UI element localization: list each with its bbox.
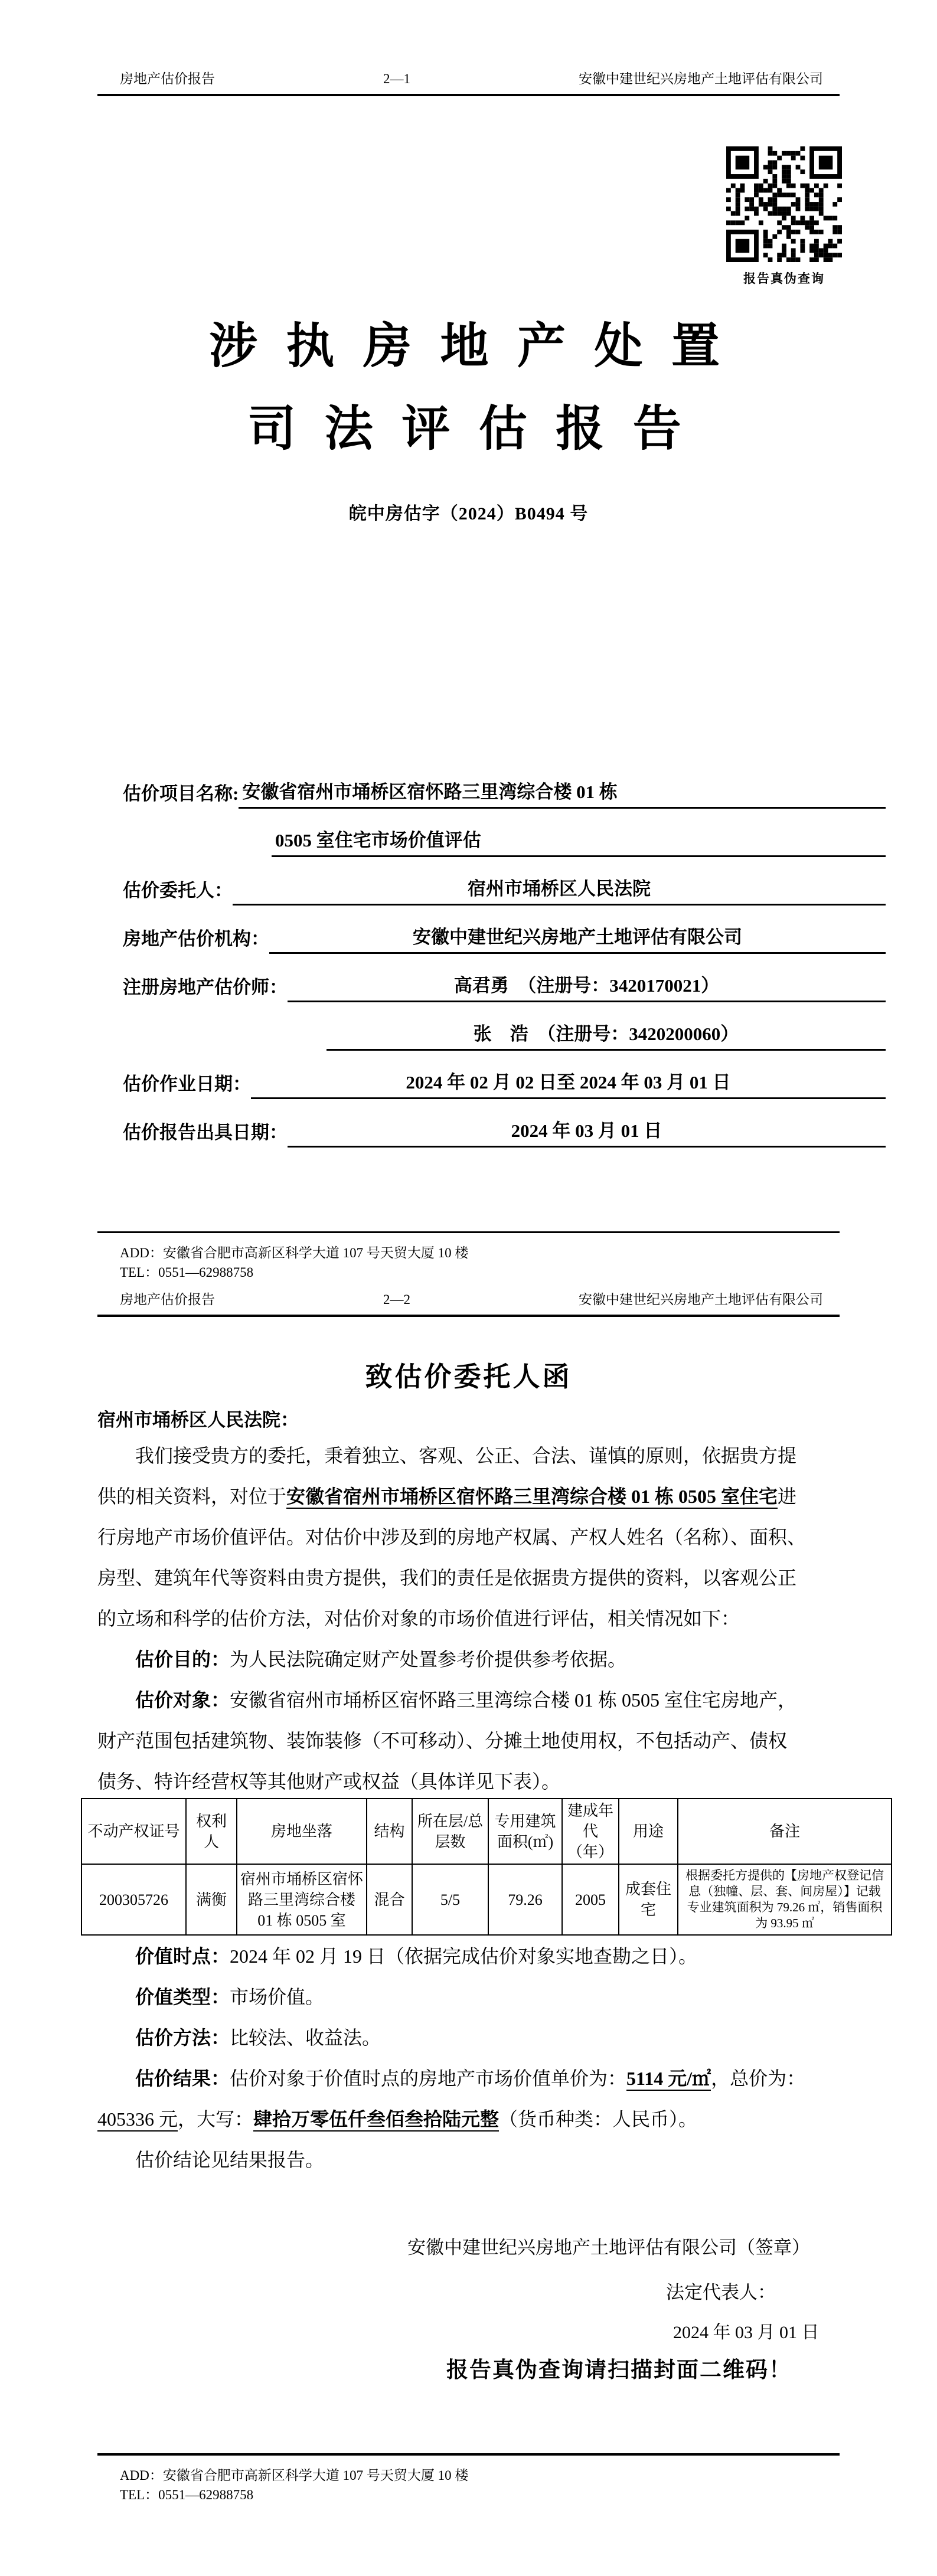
- project-name-row2: [123, 809, 886, 857]
- page2-footer: [97, 2453, 840, 2505]
- subject-line3: 债务、特许经营权等其他财产或权益（具体详见下表）。: [97, 1771, 561, 1792]
- conclusion-line: 估价结论见结果报告。: [135, 2149, 325, 2170]
- project-name-value-line1: 安徽省宿州市埇桥区宿怀路三里湾综合楼 01 栋: [239, 783, 886, 809]
- value-type-line: [97, 1977, 850, 2018]
- project-name-row: [123, 760, 886, 809]
- cell-location: 宿州市埇桥区宿怀路三里湾综合楼 01 栋 0505 室: [237, 1864, 367, 1935]
- project-name-value-line2: 0505 室住宅市场价值评估: [272, 831, 886, 857]
- cell-use: 成套住宅: [619, 1864, 678, 1935]
- report-title-line2: 司 法 评 估 报 告: [247, 402, 690, 456]
- footer-address: ADD：安徽省合肥市高新区科学大道 107 号天贸大厦 10 楼: [120, 1245, 469, 1260]
- agency-row: [123, 905, 886, 954]
- header-page-number: 2—1: [383, 71, 410, 86]
- issue-date-row: [123, 1099, 886, 1148]
- value-date-label: 价值时点：: [135, 1946, 230, 1967]
- header-page-number: 2—2: [383, 1292, 410, 1307]
- paragraph-line: [97, 1476, 850, 1517]
- value-date-line: [97, 1936, 850, 1977]
- signature-company: 安徽中建世纪兴房地产土地评估有限公司（签章）: [407, 2237, 810, 2258]
- result-line1: [97, 2058, 850, 2099]
- report-title-line1: 涉 执 房 地 产 处 置: [208, 319, 728, 373]
- paragraph-line: 的立场和科学的估价方法，对估价对象的市场价值进行评估，相关情况如下：: [97, 1608, 740, 1629]
- text-segment: 供的相关资料，对位于: [97, 1486, 287, 1507]
- cover-form: [123, 760, 886, 1148]
- cell-cert-no: 200305726: [81, 1864, 186, 1935]
- value-date-text: 2024 年 02 月 19 日（依据完成估价对象实地查勘之日）。: [230, 1946, 698, 1967]
- subject-text: 安徽省宿州市埇桥区宿怀路三里湾综合楼 01 栋 0505 室住宅房地产，: [230, 1689, 797, 1711]
- cell-remark: 根据委托方提供的【房地产权登记信息（独幢、层、套、间房屋）】记载专业建筑面积为 79.26 ㎡，销售面积为 93.95 ㎡: [678, 1864, 892, 1935]
- purpose-text: 为人民法院确定财产处置参考价提供参考依据。: [230, 1649, 627, 1670]
- table-header-row: [81, 1799, 892, 1864]
- appraiser1-value: 高君勇 （注册号：3420170021）: [288, 976, 886, 1002]
- client-value: 宿州市埇桥区人民法院: [233, 880, 886, 905]
- text-segment: 进: [778, 1486, 797, 1507]
- project-name-label: 估价项目名称:: [123, 783, 239, 804]
- page2-header: [97, 1292, 840, 1317]
- cell-floor: 5/5: [412, 1864, 488, 1935]
- subject-label: 估价对象：: [135, 1689, 230, 1711]
- result-text: ，大写：: [178, 2108, 254, 2130]
- value-type-label: 价值类型：: [135, 1986, 230, 2008]
- header-report-type: 房地产估价报告: [120, 1292, 215, 1307]
- qr-caption: 报告真伪查询: [743, 272, 825, 286]
- result-label: 估价结果：: [135, 2068, 230, 2089]
- work-date-label: 估价作业日期：: [123, 1074, 251, 1094]
- header-company-name: 安徽中建世纪兴房地产土地评估有限公司: [579, 1292, 823, 1307]
- method-text: 比较法、收益法。: [230, 2027, 381, 2048]
- paragraph-line: 我们接受贵方的委托，秉着独立、客观、公正、合法、谨慎的原则，依据贵方提: [135, 1445, 797, 1466]
- footer-address: ADD：安徽省合肥市高新区科学大道 107 号天贸大厦 10 楼: [120, 2468, 469, 2483]
- method-line: [97, 2018, 850, 2058]
- paragraph-line: 行房地产市场价值评估。对估价中涉及到的房地产权属、产权人姓名（名称）、面积、: [97, 1526, 807, 1548]
- subject-address-emphasis: 安徽省宿州市埇桥区宿怀路三里湾综合楼 01 栋 0505 室住宅: [286, 1486, 778, 1509]
- subject-line1: [97, 1680, 850, 1721]
- agency-value: 安徽中建世纪兴房地产土地评估有限公司: [269, 928, 886, 954]
- col-header-floor: 所在层/总层数: [412, 1799, 488, 1864]
- header-company-name: 安徽中建世纪兴房地产土地评估有限公司: [579, 71, 823, 86]
- footer-telephone: TEL：0551—62988758: [120, 1265, 254, 1280]
- result-text: （货币种类：人民币）。: [499, 2108, 698, 2130]
- qr-scan-note: 报告真伪查询请扫描封面二维码！: [446, 2358, 792, 2382]
- agency-label: 房地产估价机构：: [123, 929, 269, 949]
- cell-area: 79.26: [488, 1864, 562, 1935]
- letter-body-part1: [97, 1436, 850, 1802]
- qr-code-icon: [726, 146, 842, 262]
- appraiser-row1: [123, 954, 886, 1002]
- appraiser-label: 注册房地产估价师：: [123, 977, 288, 998]
- col-header-structure: 结构: [367, 1799, 412, 1864]
- col-header-remark: 备注: [678, 1799, 892, 1864]
- method-label: 估价方法：: [135, 2027, 230, 2048]
- result-text: 估价对象于价值时点的房地产市场价值单价为：: [230, 2068, 627, 2089]
- property-table: [81, 1798, 892, 1936]
- col-header-year: 建成年代（年）: [562, 1799, 619, 1864]
- col-header-owner: 权利人: [186, 1799, 237, 1864]
- work-date-row: [123, 1051, 886, 1099]
- report-doc-number: 皖中房估字（2024）B0494 号: [348, 504, 589, 524]
- unit-price-value: 5114 元/㎡: [626, 2068, 711, 2091]
- cell-owner: 满衡: [186, 1864, 237, 1935]
- client-row: [123, 857, 886, 905]
- page1-header: [97, 71, 840, 96]
- letter-body-part2: [97, 1936, 850, 2181]
- total-price-capital-value: 肆拾万零伍仟叁佰叁拾陆元整: [253, 2108, 499, 2132]
- signature-date: 2024 年 03 月 01 日: [673, 2323, 820, 2342]
- result-line2: [97, 2099, 850, 2140]
- table-row: [81, 1864, 892, 1935]
- purpose-label: 估价目的：: [135, 1649, 230, 1670]
- subject-line2: 财产范围包括建筑物、装饰装修（不可移动）、分摊土地使用权，不包括动产、债权: [97, 1730, 788, 1751]
- col-header-cert-no: 不动产权证号: [81, 1799, 186, 1864]
- cell-structure: 混合: [367, 1864, 412, 1935]
- purpose-line: [97, 1639, 850, 1680]
- letter-salutation: 宿州市埇桥区人民法院：: [97, 1410, 299, 1430]
- page2-footer-lines: [97, 2466, 840, 2505]
- col-header-location: 房地坐落: [237, 1799, 367, 1864]
- issue-date-label: 估价报告出具日期：: [123, 1122, 288, 1143]
- client-label: 估价委托人：: [123, 880, 233, 901]
- qr-verification-block: [726, 146, 842, 287]
- appraiser2-value: 张 浩 （注册号：3420200060）: [327, 1025, 886, 1051]
- work-date-value: 2024 年 02 月 02 日至 2024 年 03 月 01 日: [251, 1073, 886, 1099]
- total-price-value: 405336 元: [97, 2108, 178, 2132]
- issue-date-value: 2024 年 03 月 01 日: [288, 1122, 886, 1148]
- cell-year: 2005: [562, 1864, 619, 1935]
- header-report-type: 房地产估价报告: [120, 71, 215, 86]
- col-header-area: 专用建筑面积(㎡): [488, 1799, 562, 1864]
- result-text: ，总价为：: [711, 2068, 806, 2089]
- signature-legal-representative: 法定代表人：: [666, 2282, 776, 2303]
- page1-footer: [97, 1231, 840, 1282]
- footer-telephone: TEL：0551—62988758: [120, 2487, 254, 2502]
- value-type-text: 市场价值。: [230, 1986, 325, 2008]
- appraiser-row2: [123, 1002, 886, 1051]
- report-main-title: [0, 319, 937, 456]
- col-header-use: 用途: [619, 1799, 678, 1864]
- page1-footer-lines: [97, 1243, 840, 1282]
- paragraph-line: 房型、建筑年代等资料由贵方提供，我们的责任是依据贵方提供的资料，以客观公正: [97, 1567, 797, 1588]
- letter-title: 致估价委托人函: [365, 1362, 572, 1392]
